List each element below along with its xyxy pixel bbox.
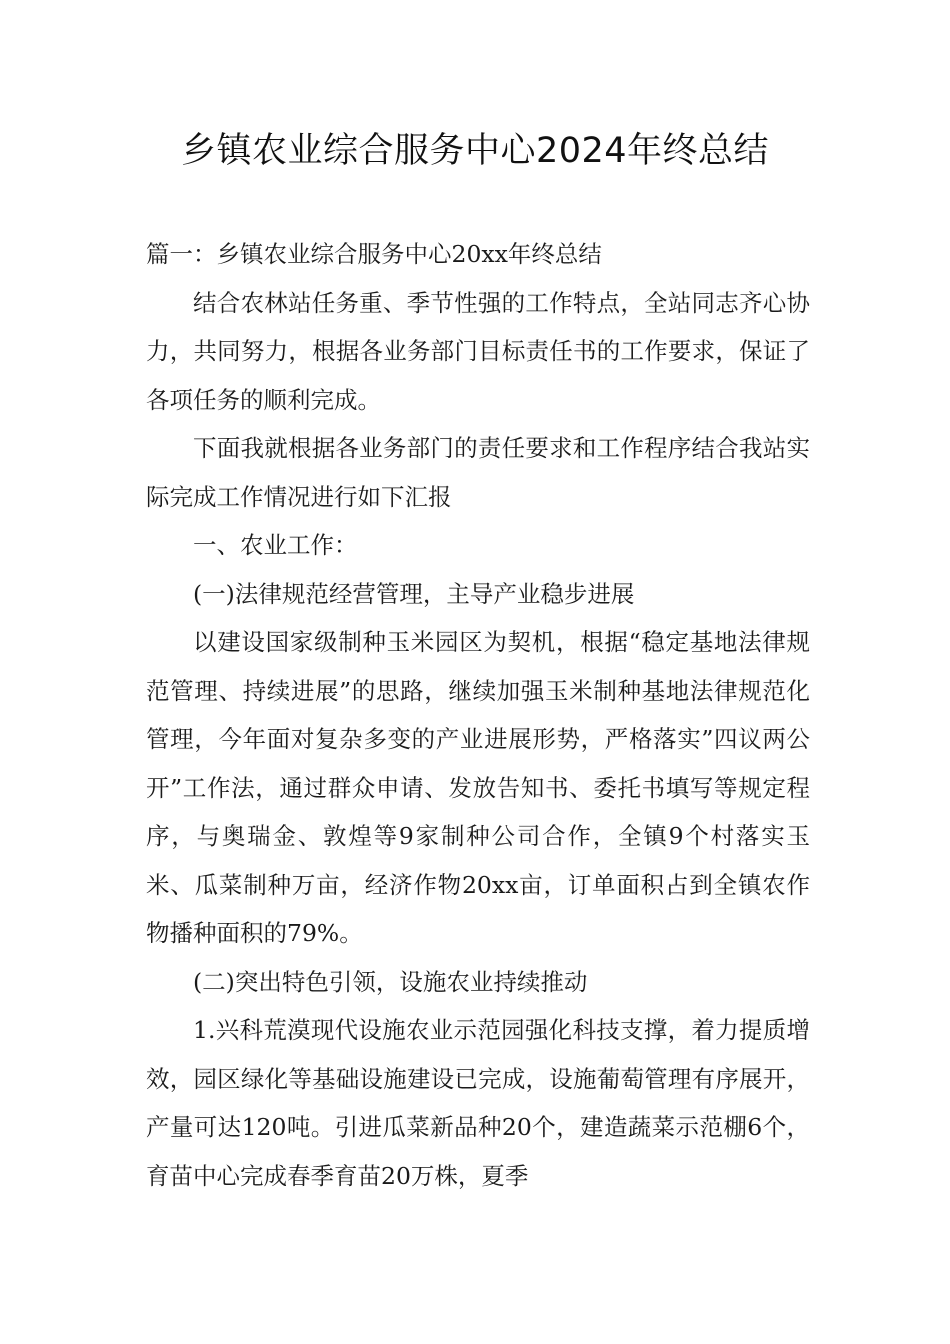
heading-agriculture-work: 一、农业工作： xyxy=(193,531,358,559)
paragraph-demo-park: 1.兴科荒漠现代设施农业示范园强化科技支撑，着力提质增效，园区绿化等基础设施建设已完成，设施葡萄管理有序展开，产量可达120吨。引进瓜菜新品种20个，建造蔬菜示范棚6个，育苗中心完成春季育苗20万株，夏季 xyxy=(146,1016,810,1190)
paragraph-seed-corn: 以建设国家级制种玉米园区为契机，根据“稳定基地法律规范管理、持续进展”的思路，继续加强玉米制种基地法律规范化管理，今年面对复杂多变的产业进展形势，严格落实”四议两公开”工作法，通过群众申请、发放告知书、委托书填写等规定程序，与奥瑞金、敦煌等9家制种公司合作，全镇9个村落实玉米、瓜菜制种万亩，经济作物20xx亩，订单面积占到全镇农作物播种面积的79%。 xyxy=(146,628,810,947)
paragraph-report-lead: 下面我就根据各业务部门的责任要求和工作程序结合我站实际完成工作情况进行如下汇报 xyxy=(146,434,810,511)
section-heading: 篇一：乡镇农业综合服务中心20xx年终总结 xyxy=(146,240,602,268)
subheading-one: (一)法律规范经营管理，主导产业稳步进展 xyxy=(193,579,635,608)
subheading-two: (二)突出特色引领，设施农业持续推动 xyxy=(193,967,588,996)
document-title: 乡镇农业综合服务中心2024年终总结 xyxy=(180,131,770,171)
paragraph-intro: 结合农林站任务重、季节性强的工作特点，全站同志齐心协力，共同努力，根据各业务部门目标责任书的工作要求，保证了各项任务的顺利完成。 xyxy=(146,288,810,414)
document-body xyxy=(146,230,810,1200)
